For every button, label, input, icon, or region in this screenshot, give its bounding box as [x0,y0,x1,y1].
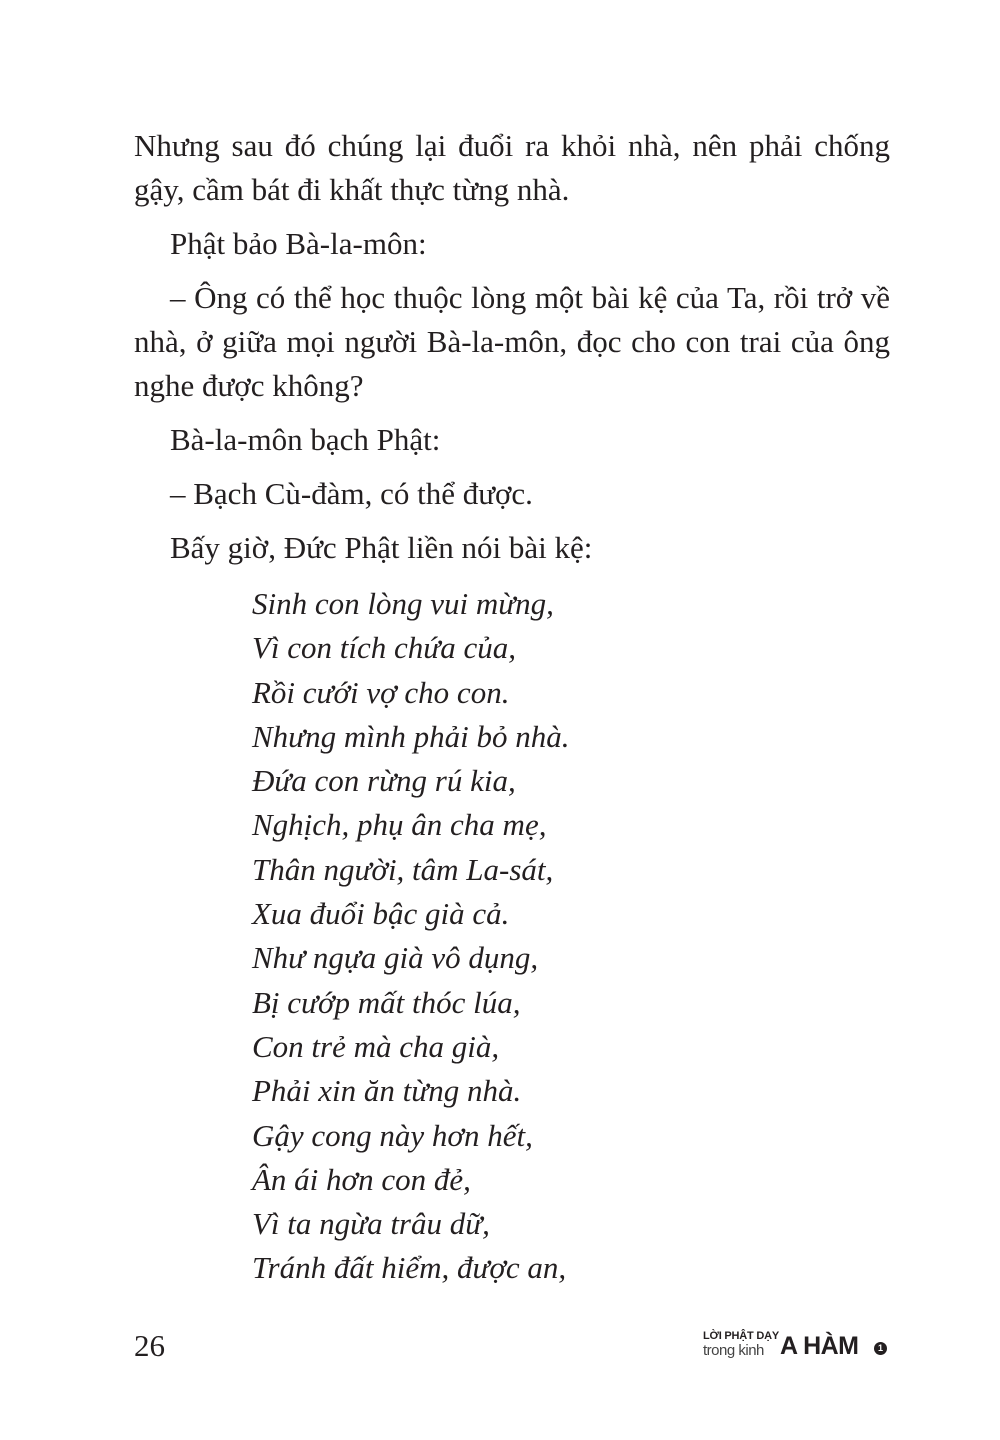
verse-line: Gậy cong này hơn hết, [252,1117,533,1153]
series-title-top: LỜI PHẬT DẠY [703,1330,780,1342]
running-title [703,1330,893,1366]
verse-line: Rồi cưới vợ cho con. [252,674,510,710]
verse-line: Xua đuổi bậc già cả. [252,896,510,932]
paragraph-continuation: Nhưng sau đó chúng lại đuổi ra khỏi nhà, nên phải chống gậy, cầm bát đi khất thực từng nhà. [134,128,890,207]
series-title-bottom: trong kinh [703,1342,764,1359]
verse-line: Phải xin ăn từng nhà. [252,1073,522,1109]
verse-line: Thân người, tâm La-sát, [252,851,554,887]
page-number: 26 [134,1328,165,1363]
body-text [134,124,890,1291]
verse-block [252,582,890,1291]
paragraph-brahmin-replies: Bà-la-môn bạch Phật: [170,422,441,457]
paragraph-answer: – Bạch Cù-đàm, có thể được. [170,476,533,511]
verse-line: Ân ái hơn con đẻ, [252,1161,471,1197]
verse-line: Vì ta ngừa trâu dữ, [252,1206,490,1242]
verse-line: Nghịch, phụ ân cha mẹ, [252,807,547,843]
series-title-main: A HÀM [780,1332,859,1360]
verse-line: Con trẻ mà cha già, [252,1028,500,1064]
verse-line: Sinh con lòng vui mừng, [252,586,554,621]
verse-line: Tránh đất hiểm, được an, [252,1250,567,1286]
verse-line: Bị cướp mất thóc lúa, [252,984,521,1020]
verse-line: Vì con tích chứa của, [252,630,516,666]
verse-line: Như ngựa già vô dụng, [252,940,539,976]
paragraph-verse-intro: Bấy giờ, Đức Phật liền nói bài kệ: [170,530,593,565]
paragraph-buddha-says: Phật bảo Bà-la-môn: [170,226,427,261]
verse-line: Đứa con rừng rú kia, [252,763,516,799]
volume-badge: 1 [874,1342,887,1355]
paragraph-question: – Ông có thể học thuộc lòng một bài kệ của Ta, rồi trở về nhà, ở giữa mọi người Bà-la-môn, đọc cho con trai của ông nghe được không? [134,280,890,403]
verse-line: Nhưng mình phải bỏ nhà. [252,718,570,754]
